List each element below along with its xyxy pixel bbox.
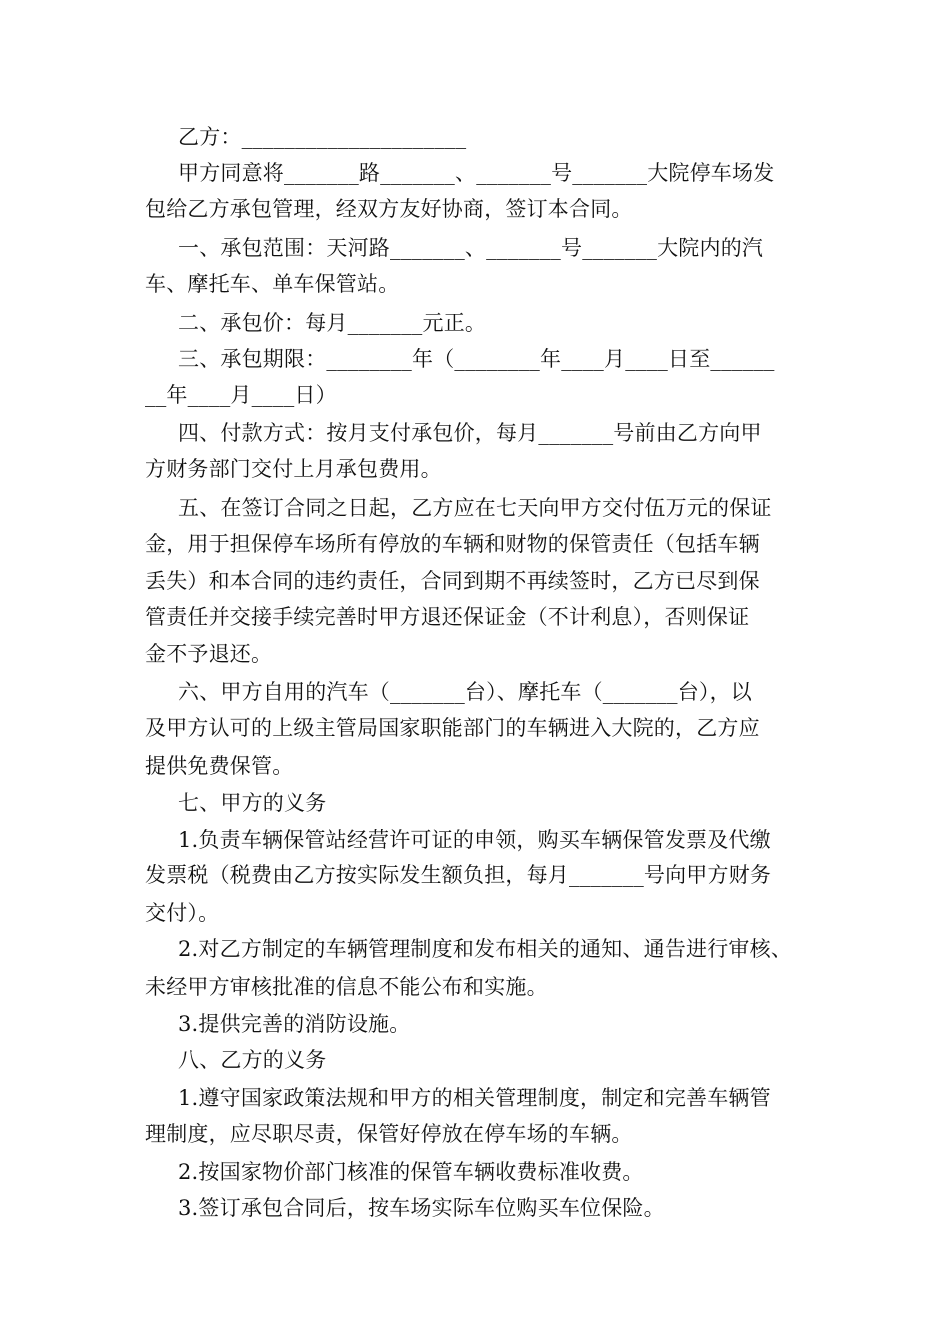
- text-line: 八、乙方的义务: [178, 1048, 327, 1072]
- text-line: __年____月____日）: [145, 383, 337, 407]
- text-line: 六、甲方自用的汽车（_______台）、摩托车（_______台），以: [178, 680, 752, 704]
- text-line: 乙方：_____________________: [178, 125, 467, 149]
- text-line: 三、承包期限：________年（________年____月____日至______: [178, 347, 775, 371]
- text-line: 方财务部门交付上月承包费用。: [145, 457, 442, 481]
- text-line: 五、在签订合同之日起，乙方应在七天向甲方交付伍万元的保证: [178, 496, 772, 520]
- text-line: 发票税（税费由乙方按实际发生额负担，每月_______号向甲方财务: [145, 863, 772, 887]
- text-line: 理制度，应尽职尽责，保管好停放在停车场的车辆。: [145, 1122, 633, 1146]
- text-line: 及甲方认可的上级主管局国家职能部门的车辆进入大院的，乙方应: [145, 716, 760, 740]
- text-line: 丢失）和本合同的违约责任，合同到期不再续签时，乙方已尽到保: [145, 569, 760, 593]
- text-line: 3.签订承包合同后，按车场实际车位购买车位保险。: [178, 1196, 665, 1220]
- text-line: 二、承包价：每月_______元正。: [178, 311, 487, 335]
- text-line: 2.对乙方制定的车辆管理制度和发布相关的通知、通告进行审核、: [178, 937, 793, 961]
- text-line: 包给乙方承包管理，经双方友好协商，签订本合同。: [145, 197, 633, 221]
- text-line: 3.提供完善的消防设施。: [178, 1012, 411, 1036]
- text-line: 交付）。: [145, 901, 220, 925]
- text-line: 金不予退还。: [145, 642, 273, 666]
- text-line: 未经甲方审核批准的信息不能公布和实施。: [145, 975, 548, 999]
- text-line: 金，用于担保停车场所有停放的车辆和财物的保管责任（包括车辆: [145, 532, 760, 556]
- text-line: 七、甲方的义务: [178, 791, 327, 815]
- text-line: 1.负责车辆保管站经营许可证的申领，购买车辆保管发票及代缴: [178, 828, 771, 852]
- text-line: 1.遵守国家政策法规和甲方的相关管理制度，制定和完善车辆管: [178, 1086, 771, 1110]
- text-line: 一、承包范围：天河路_______、_______号_______大院内的汽: [178, 236, 764, 260]
- text-line: 车、摩托车、单车保管站。: [145, 272, 400, 296]
- text-line: 2.按国家物价部门核准的保管车辆收费标准收费。: [178, 1160, 644, 1184]
- text-line: 四、付款方式：按月支付承包价，每月_______号前由乙方向甲: [178, 421, 762, 445]
- text-line: 提供免费保管。: [145, 754, 294, 778]
- text-line: 甲方同意将_______路_______、_______号_______大院停车场发: [178, 161, 775, 185]
- text-line: 管责任并交接手续完善时甲方退还保证金（不计利息），否则保证: [145, 605, 750, 629]
